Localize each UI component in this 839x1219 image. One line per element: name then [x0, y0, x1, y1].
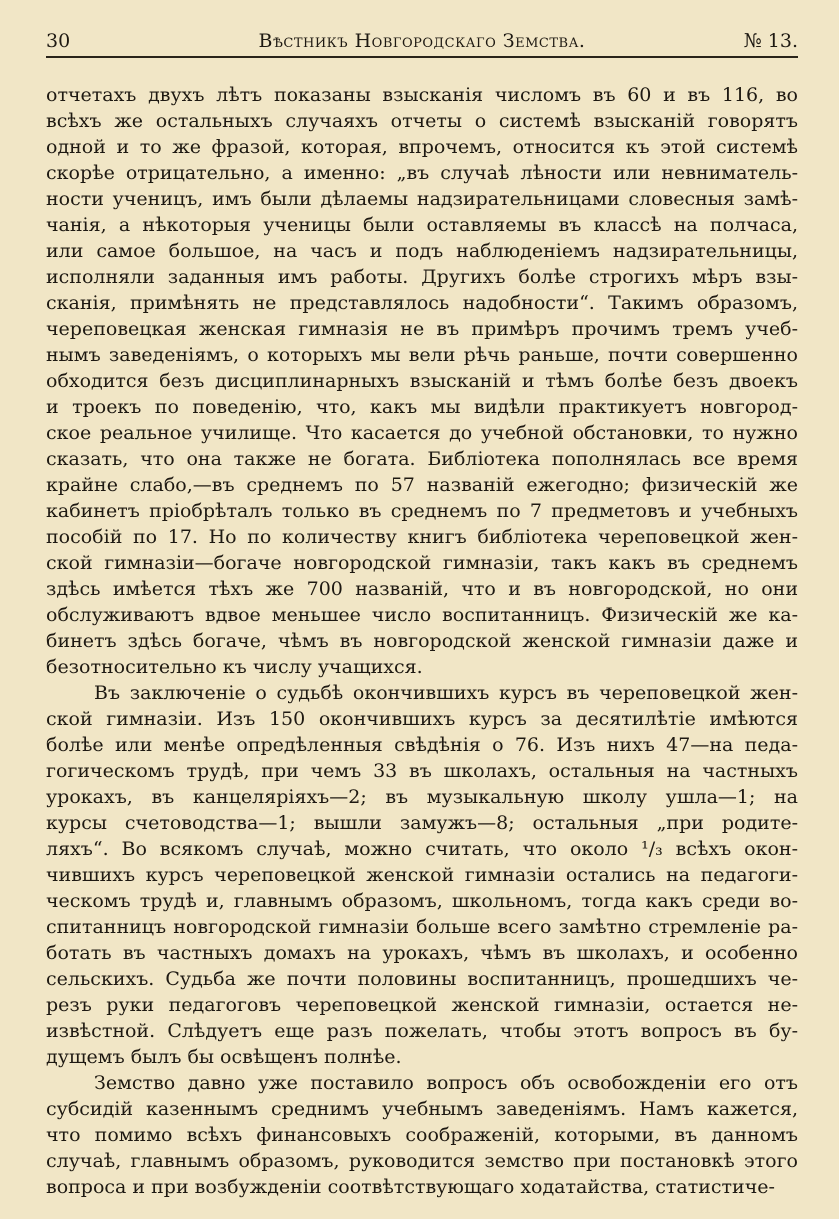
text-line: нымъ заведеніямъ, о которыхъ мы вели рѣчь раньше, почти совершенно [46, 344, 798, 366]
text-line: случаѣ, главнымъ образомъ, руководится земство при постановкѣ этого [46, 1150, 798, 1172]
text-line: ческомъ трудѣ и, главнымъ образомъ, школьномъ, тогда какъ среди во- [46, 890, 798, 912]
text-line: ское реальное училище. Что касается до учебной обстановки, то нужно [46, 422, 798, 444]
text-line: вопроса и при возбужденіи соотвѣтствующаго ходатайства, статистиче- [46, 1176, 775, 1198]
text-line: исполняли заданныя имъ работы. Другихъ болѣе строгихъ мѣръ взы- [46, 266, 798, 288]
text-line: сканія, примѣнять не представлялось надобности“. Такимъ образомъ, [46, 292, 798, 314]
text-line: Земство давно уже поставило вопросъ объ освобожденіи его отъ [94, 1072, 798, 1094]
running-header [46, 30, 798, 58]
text-line: отчетахъ двухъ лѣтъ показаны взысканія числомъ въ 60 и въ 116, во [46, 84, 798, 106]
header-rule [46, 56, 798, 58]
text-line: пособій по 17. Но по количеству книгъ библіотека череповецкой жен- [46, 526, 798, 548]
text-line: ности ученицъ, имъ были дѣлаемы надзирательницами словесныя замѣ- [46, 188, 798, 210]
text-line: Въ заключеніе о судьбѣ окончившихъ курсъ въ череповецкой жен- [94, 682, 798, 704]
text-line: или самое большое, на часъ и подъ наблюденіемъ надзирательницы, [46, 240, 798, 262]
text-line: гогическомъ трудѣ, при чемъ 33 въ школахъ, остальныя на частныхъ [46, 760, 798, 782]
issue-number: № 13. [743, 30, 798, 52]
text-line: сказать, что она также не богата. Библіотека пополнялась все время [46, 448, 798, 470]
text-line: безотносительно къ числу учащихся. [46, 656, 423, 678]
text-line: субсидій казеннымъ среднимъ учебнымъ заведеніямъ. Намъ кажется, [46, 1098, 798, 1120]
text-line: болѣе или менѣе опредѣленныя свѣдѣнія о 76. Изъ нихъ 47—на педа- [46, 734, 798, 756]
text-line: ской гимназіи—богаче новгородской гимназіи, такъ какъ въ среднемъ [46, 552, 798, 574]
text-line: обходится безъ дисциплинарныхъ взысканій и тѣмъ болѣе безъ двоекъ [46, 370, 798, 392]
text-line: бинетъ здѣсь богаче, чѣмъ въ новгородской женской гимназіи даже и [46, 630, 798, 652]
text-line: сельскихъ. Судьба же почти половины воспитанницъ, прошедшихъ че- [46, 968, 798, 990]
text-line: всѣхъ же остальныхъ случаяхъ отчеты о системѣ взысканій говорятъ [46, 110, 798, 132]
text-line: обслуживаютъ вдвое меньшее число воспитанницъ. Физическій же ка- [46, 604, 798, 626]
text-line: кабинетъ пріобрѣталъ только въ среднемъ по 7 предметовъ и учебныхъ [46, 500, 798, 522]
text-line: ботать въ частныхъ домахъ на урокахъ, чѣмъ въ школахъ, и особенно [46, 942, 798, 964]
text-line: дущемъ былъ бы освѣщенъ полнѣе. [46, 1046, 402, 1068]
text-line: и троекъ по поведенію, что, какъ мы видѣли практикуетъ новгород- [46, 396, 798, 418]
text-line: чанія, а нѣкоторыя ученицы были оставляемы въ классѣ на полчаса, [46, 214, 798, 236]
text-line: резъ руки педагоговъ череповецкой женской гимназіи, остается не- [46, 994, 798, 1016]
text-line: извѣстной. Слѣдуетъ еще разъ пожелать, чтобы этотъ вопросъ въ бу- [46, 1020, 798, 1042]
text-line: скорѣе отрицательно, а именно: „въ случаѣ лѣности или невниматель- [46, 162, 798, 184]
text-line: что помимо всѣхъ финансовыхъ соображеній, которыми, въ данномъ [46, 1124, 798, 1146]
text-line: череповецкая женская гимназія не въ примѣръ прочимъ тремъ учеб- [46, 318, 798, 340]
text-line: ляхъ“. Во всякомъ случаѣ, можно считать, что около ¹/₃ всѣхъ окон- [46, 838, 798, 860]
text-line: спитанницъ новгородской гимназіи больше всего замѣтно стремленіе ра- [46, 916, 798, 938]
text-line: здѣсь имѣется тѣхъ же 700 названій, что и въ новгородской, но они [46, 578, 798, 600]
text-line: одной и то же фразой, которая, впрочемъ, относится къ этой системѣ [46, 136, 798, 158]
text-line: крайне слабо,—въ среднемъ по 57 названій ежегодно; физическій же [46, 474, 798, 496]
text-line: чившихъ курсъ череповецкой женской гимназіи остались на педагоги- [46, 864, 798, 886]
text-line: урокахъ, въ канцеляріяхъ—2; въ музыкальную школу ушла—1; на [46, 786, 798, 808]
journal-title: Вѣстникъ Новгородскаго Земства. [258, 30, 586, 52]
page-number: 30 [46, 30, 71, 52]
text-line: ской гимназіи. Изъ 150 окончившихъ курсъ за десятилѣтіе имѣются [46, 708, 798, 730]
body-text [46, 82, 798, 1200]
text-line: курсы счетоводства—1; вышли замужъ—8; остальныя „при родите- [46, 812, 798, 834]
